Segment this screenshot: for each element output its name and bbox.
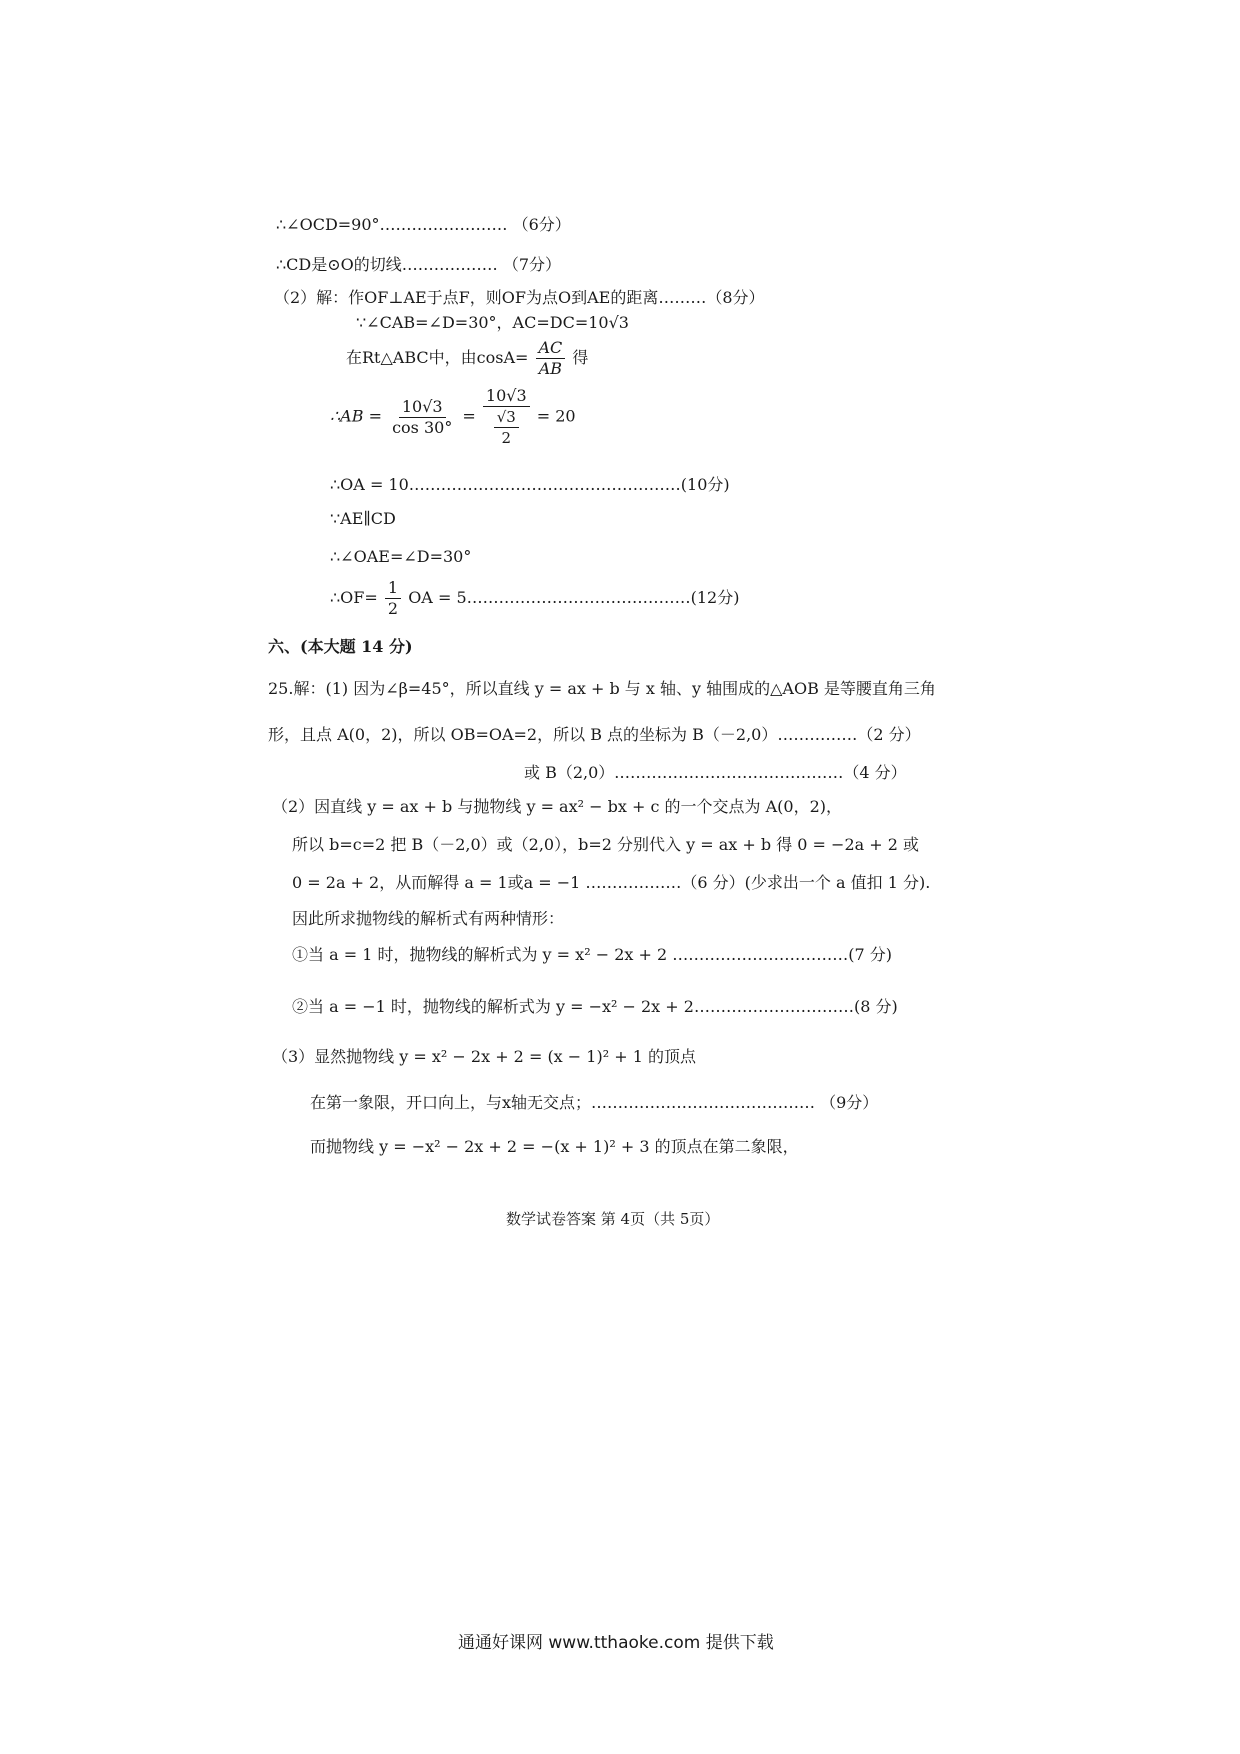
- fraction-denominator: 2: [501, 429, 512, 447]
- line-ocd-90: ∴∠OCD=90°…………………… （6分）: [276, 215, 571, 234]
- fraction-root3-over-2: [494, 407, 519, 448]
- line-q25-part3: （3）显然抛物线 y = x² − 2x + 2 = (x − 1)² + 1 的顶点: [272, 1047, 696, 1066]
- ab-prefix: ∴AB =: [330, 406, 382, 426]
- of-result: OA = 5……………………………………(12分): [408, 588, 740, 607]
- page-footer: 数学试卷答案 第 4页（共 5页）: [506, 1210, 720, 1228]
- fraction-denominator: AB: [538, 359, 563, 378]
- line-ae-parallel-cd: ∵AE∥CD: [330, 509, 396, 528]
- line-first-quadrant: 在第一象限，开口向上，与x轴无交点；…………………………………… （9分）: [310, 1093, 879, 1112]
- fraction-denominator: [489, 407, 524, 448]
- fraction-10root3-cos30: [389, 397, 455, 438]
- fraction-one-half: [385, 578, 401, 619]
- equals-sign: =: [462, 406, 476, 426]
- section-title: 六、(本大题 14 分): [268, 637, 413, 656]
- line-ab-equation: [330, 386, 576, 448]
- line-oa-10: ∴OA = 10……………………………………………(10分): [330, 475, 730, 494]
- fraction-denominator: cos 30°: [392, 417, 453, 437]
- fraction-10root3-root3-over-2: [483, 386, 530, 448]
- line-q25-part2: （2）因直线 y = ax + b 与抛物线 y = ax² − bx + c 的一个交点为 A(0，2)，: [272, 797, 842, 816]
- line-cos-a: [346, 338, 588, 379]
- line-solve-a: 0 = 2a + 2，从而解得 a = 1或a = −1 ………………（6 分）(少求出一个 a 值扣 1 分).: [292, 873, 931, 892]
- line-b-c-2: 所以 b=c=2 把 B（－2,0）或（2,0），b=2 分别代入 y = ax + b 得 0 = −2a + 2 或: [292, 835, 920, 854]
- line-cd-tangent: ∴CD是⊙O的切线……………… （7分）: [276, 255, 562, 274]
- of-prefix: ∴OF=: [330, 588, 378, 607]
- line-q25-part1: 25.解：(1) 因为∠β=45°，所以直线 y = ax + b 与 x 轴、y 轴围成的△AOB 是等腰直角三角: [268, 679, 936, 698]
- site-footer: 通通好课网 www.tthaoke.com 提供下载: [458, 1633, 774, 1653]
- line-case-1: ①当 a = 1 时，抛物线的解析式为 y = x² − 2x + 2 ……………………………(7 分): [292, 945, 892, 964]
- fraction-numerator: AC: [536, 338, 566, 359]
- fraction-numerator: 10√3: [483, 386, 530, 407]
- cos-a-suffix: 得: [572, 348, 589, 367]
- fraction-numerator: √3: [494, 407, 519, 428]
- fraction-numerator: 10√3: [399, 397, 446, 418]
- cos-a-prefix: 在Rt△ABC中，由cosA=: [346, 348, 529, 367]
- line-of-5: [330, 578, 739, 619]
- line-point-b: 形，且点 A(0，2)，所以 OB=OA=2，所以 B 点的坐标为 B（－2,0）……………（2 分）: [268, 725, 921, 744]
- fraction-denominator: 2: [387, 599, 399, 618]
- line-angle-oae: ∴∠OAE=∠D=30°: [330, 547, 472, 566]
- fraction-ac-ab: [536, 338, 566, 379]
- fraction-numerator: 1: [385, 578, 401, 599]
- line-angle-cab: ∵∠CAB=∠D=30°，AC=DC=10√3: [356, 313, 629, 332]
- line-point-b-alt: 或 B（2,0）.……………………………………（4 分）: [524, 763, 907, 782]
- line-second-quadrant: 而抛物线 y = −x² − 2x + 2 = −(x + 1)² + 3 的顶点在第二象限，: [310, 1137, 799, 1156]
- line-two-cases: 因此所求抛物线的解析式有两种情形：: [292, 909, 565, 928]
- ab-result: = 20: [536, 406, 576, 426]
- line-case-2: ②当 a = −1 时，抛物线的解析式为 y = −x² − 2x + 2…………………………(8 分): [292, 997, 898, 1016]
- line-part2-intro: （2）解：作OF⊥AE于点F，则OF为点O到AE的距离………（8分）: [274, 288, 765, 307]
